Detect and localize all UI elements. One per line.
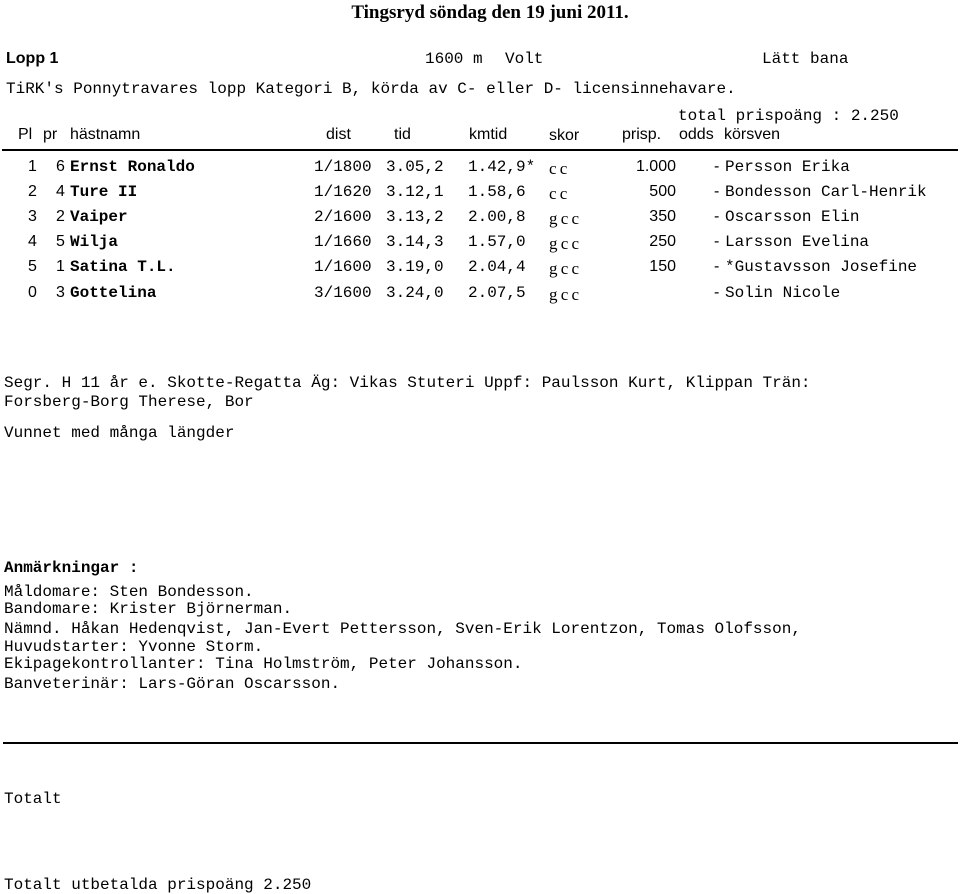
shoes: g c c — [549, 285, 580, 304]
driver: Bondesson Carl-Henrik — [725, 183, 927, 201]
col-skor: skor — [549, 127, 580, 144]
odds: - — [714, 233, 720, 250]
post-position: 2 — [56, 208, 65, 225]
horse-name: Satina T.L. — [70, 258, 176, 276]
track-condition: Lätt bana — [762, 50, 849, 68]
km-time: 2.07,5 — [468, 284, 526, 302]
post-position: 1 — [56, 258, 65, 275]
distance: 2/1600 — [314, 208, 372, 226]
odds: - — [714, 284, 720, 301]
race-description: TiRK's Ponnytravares lopp Kategori B, körda av C- eller D- licensinnehavare. — [6, 80, 736, 98]
col-driver: körsven — [724, 126, 781, 143]
km-time: 2.00,8 — [468, 208, 526, 226]
time: 3.24,0 — [386, 284, 444, 302]
driver: *Gustavsson Josefine — [725, 258, 918, 276]
time: 3.14,3 — [386, 233, 444, 251]
shoes: g c c — [549, 259, 580, 278]
prize: 150 — [649, 258, 676, 275]
distance: 1/1620 — [314, 183, 372, 201]
horse-name: Ture II — [70, 183, 138, 201]
col-prisp: prisp. — [622, 126, 662, 143]
km-time: 2.04,4 — [468, 258, 526, 276]
distance: 3/1600 — [314, 284, 372, 302]
race-distance: 1600 m — [425, 50, 483, 68]
post-position: 4 — [56, 183, 65, 200]
prize: 250 — [649, 233, 676, 250]
post-position: 5 — [56, 233, 65, 250]
time: 3.05,2 — [386, 158, 444, 176]
winner-comment: Vunnet med många längder — [4, 424, 235, 442]
post-position: 6 — [56, 158, 65, 175]
remarks-heading: Anmärkningar : — [4, 559, 139, 577]
km-time: 1.42,9* — [468, 158, 536, 176]
post-position: 3 — [56, 284, 65, 301]
col-pl: Pl — [18, 126, 33, 143]
distance: 1/1800 — [314, 158, 372, 176]
remark-line: Ekipagekontrollanter: Tina Holmström, Peter Johansson. — [4, 655, 523, 673]
col-tid: tid — [394, 126, 411, 143]
placement: 3 — [28, 208, 37, 225]
distance: 1/1600 — [314, 258, 372, 276]
placement: 2 — [28, 183, 37, 200]
odds: - — [714, 258, 720, 275]
result-row — [0, 183, 960, 205]
col-pr: pr — [43, 126, 58, 143]
col-horse: hästnamn — [70, 126, 141, 143]
result-row — [0, 233, 960, 255]
col-odds: odds — [679, 126, 714, 143]
col-kmtid: kmtid — [469, 126, 508, 143]
winner-info-line2: Forsberg-Borg Therese, Bor — [4, 393, 254, 411]
driver: Oscarsson Elin — [725, 208, 860, 226]
placement: 5 — [28, 258, 37, 275]
winner-info-line1: Segr. H 11 år e. Skotte-Regatta Äg: Vikas Stuteri Uppf: Paulsson Kurt, Klippan Trän: — [4, 374, 811, 392]
result-row — [0, 208, 960, 230]
race-label: Lopp 1 — [6, 50, 59, 67]
totals-label: Totalt — [4, 790, 62, 808]
prize: 1.000 — [635, 158, 676, 175]
header-divider — [2, 149, 958, 151]
odds: - — [714, 183, 720, 200]
total-points: total prispoäng : 2.250 — [678, 107, 899, 125]
col-dist: dist — [326, 126, 351, 143]
horse-name: Ernst Ronaldo — [70, 158, 195, 176]
km-time: 1.57,0 — [468, 233, 526, 251]
horse-name: Vaiper — [70, 208, 128, 226]
prize: 350 — [649, 208, 676, 225]
placement: 1 — [28, 158, 37, 175]
shoes: c c — [549, 184, 568, 203]
driver: Persson Erika — [725, 158, 850, 176]
odds: - — [714, 208, 720, 225]
odds: - — [714, 158, 720, 175]
race-start: Volt — [505, 50, 544, 68]
time: 3.12,1 — [386, 183, 444, 201]
totals-paid: Totalt utbetalda prispoäng 2.250 — [4, 876, 312, 894]
km-time: 1.58,6 — [468, 183, 526, 201]
driver: Larsson Evelina — [725, 233, 870, 251]
result-row — [0, 258, 960, 280]
shoes: c c — [549, 159, 568, 178]
result-row — [0, 158, 960, 180]
placement: 0 — [28, 284, 37, 301]
prize: 500 — [649, 183, 676, 200]
horse-name: Gottelina — [70, 284, 157, 302]
page-title: Tingsryd söndag den 19 juni 2011. — [351, 2, 629, 23]
remark-line: Nämnd. Håkan Hedenqvist, Jan-Evert Pettersson, Sven-Erik Lorentzon, Tomas Olofsson, — [4, 620, 801, 638]
horse-name: Wilja — [70, 233, 119, 251]
remark-line: Måldomare: Sten Bondesson. — [4, 583, 254, 601]
distance: 1/1660 — [314, 233, 372, 251]
driver: Solin Nicole — [725, 284, 841, 302]
result-row — [0, 284, 960, 306]
placement: 4 — [28, 233, 37, 250]
footer-divider — [3, 742, 958, 744]
remark-line: Banveterinär: Lars-Göran Oscarsson. — [4, 675, 341, 693]
shoes: g c c — [549, 234, 580, 253]
time: 3.19,0 — [386, 258, 444, 276]
remark-line: Bandomare: Krister Björnerman. — [4, 600, 293, 618]
shoes: g c c — [549, 209, 580, 228]
time: 3.13,2 — [386, 208, 444, 226]
remark-line: Huvudstarter: Yvonne Storm. — [4, 638, 264, 656]
